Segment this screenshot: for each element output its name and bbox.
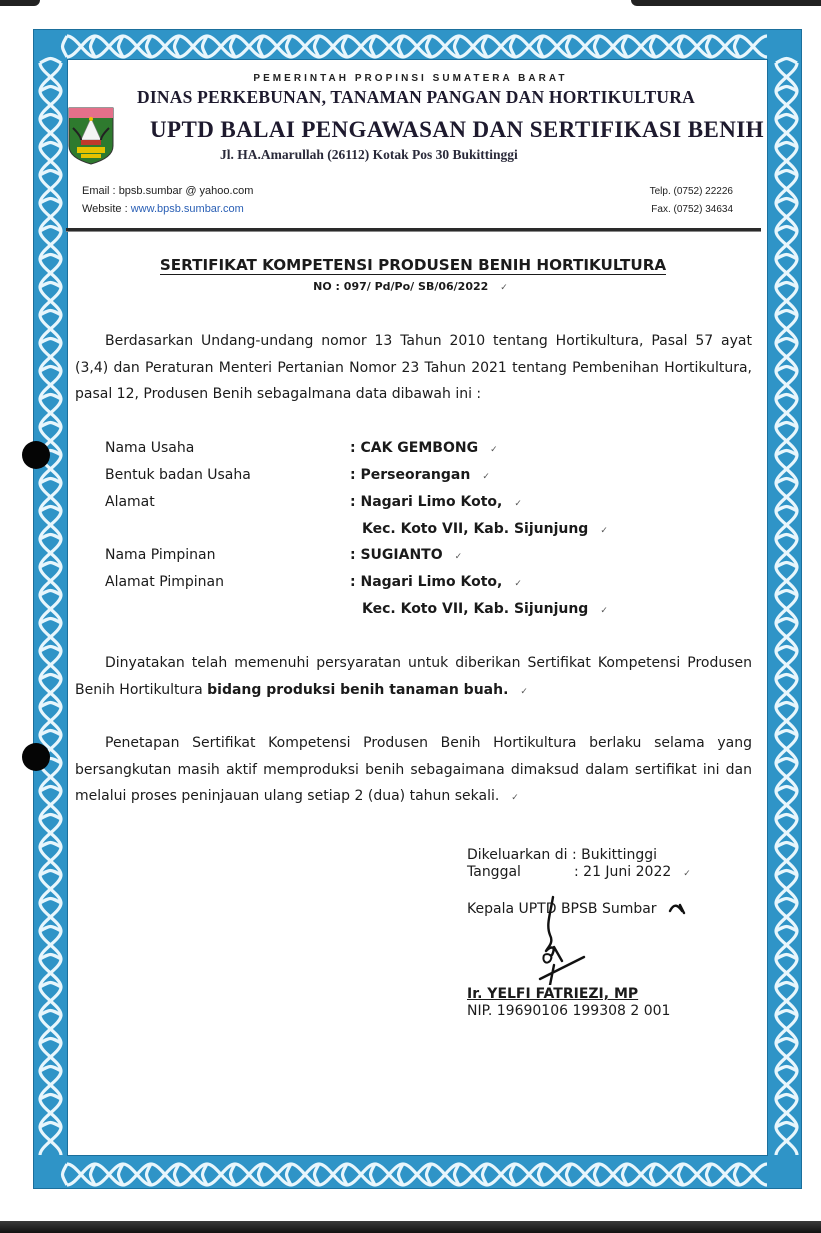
email-address[interactable]: bpsb.sumbar @ yahoo.com: [118, 185, 254, 197]
declaration-text: Dinyatakan telah memenuhi persyaratan untuk diberikan Sertifikat Kompetensi Produsen Benih Hortikultura: [75, 655, 752, 698]
certificate-number-text: NO : 097/ Pd/Po/ SB/06/2022: [313, 280, 489, 293]
letterhead-address: Jl. HA.Amarullah (26112) Kotak Pos 30 Bukittinggi: [220, 147, 518, 162]
knot-segment: [735, 1164, 768, 1185]
fax-number: Fax. (0752) 34634: [651, 204, 733, 215]
field-value-continuation: [362, 521, 608, 537]
field-value: [350, 574, 522, 590]
field-label: Bentuk badan Usaha: [105, 467, 251, 483]
field-value-text: : CAK GEMBONG: [350, 440, 479, 456]
contact-left: [82, 182, 253, 218]
website-line: [82, 200, 253, 218]
declaration-paragraph: [75, 650, 752, 705]
signatory-name: [467, 986, 638, 1002]
email-label: Email :: [82, 185, 119, 197]
validity-paragraph: [75, 730, 752, 812]
government-heading: PEMERINTAH PROPINSI SUMATERA BARAT: [253, 72, 568, 84]
issue-place-row: [467, 847, 657, 863]
knot-segment: [40, 1123, 61, 1156]
department-heading: DINAS PERKEBUNAN, TANAMAN PANGAN DAN HORTIKULTURA: [137, 87, 695, 107]
field-value: [350, 547, 462, 563]
website-link[interactable]: www.bpsb.sumbar.com: [130, 203, 244, 215]
email-line: [82, 182, 253, 200]
field-value: [350, 440, 498, 456]
scan-edge: [0, 0, 40, 6]
field-value-text: Kec. Koto VII, Kab. Sijunjung: [362, 521, 589, 537]
knot-segment: [776, 1123, 797, 1156]
check-mark-icon: ✓: [511, 793, 519, 803]
check-mark-icon: ✓: [482, 472, 490, 482]
scan-edge: [0, 1221, 821, 1233]
intro-text: Berdasarkan Undang-undang nomor 13 Tahun 2010 tentang Hortikultura, Pasal 57 ayat (3,4) dan Peraturan Menteri Pertanian Nomor 23 Tahun 2021 tentang Pembenihan Hortikultura, pasal 12, Produsen Benih sebagalmana data dibawah ini :: [75, 333, 752, 402]
field-value-text: Kec. Koto VII, Kab. Sijunjung: [362, 601, 589, 617]
signatory-nip: NIP. 19690106 199308 2 001: [467, 1003, 671, 1019]
check-mark-icon: ✓: [454, 552, 463, 562]
unit-heading: UPTD BALAI PENGAWASAN DAN SERTIFIKASI BENIH: [150, 117, 764, 142]
check-mark-icon: ✓: [500, 283, 508, 293]
issue-date-value: : 21 Juni 2022: [574, 864, 672, 880]
provincial-emblem-icon: [67, 106, 115, 166]
check-mark-icon: ✓: [514, 579, 522, 589]
signatory-position: Kepala UPTD BPSB Sumbar: [467, 901, 657, 917]
letterhead-divider: [66, 228, 761, 232]
field-value-continuation: [362, 601, 608, 617]
field-label: Alamat: [105, 494, 155, 510]
field-value-text: : Perseorangan: [350, 467, 471, 483]
issue-date-row: [467, 864, 691, 880]
check-mark-icon: ✓: [490, 445, 498, 455]
validity-text: Penetapan Sertifikat Kompetensi Produsen Benih Hortikultura berlaku selama yang bersangkutan masih aktif memproduksi benih sebagaimana dimaksud dalam sertifikat ini dan melalui proses peninjauan ulang setiap 2 (dua) tahun sekali.: [75, 735, 752, 804]
declaration-field: bidang produksi benih tanaman buah.: [207, 681, 509, 698]
phone-number: Telp. (0752) 22226: [649, 186, 733, 197]
field-value-text: : Nagari Limo Koto,: [350, 574, 503, 590]
handwritten-signature-icon: [520, 895, 700, 985]
issue-place-label: Dikeluarkan di: [467, 847, 568, 863]
check-mark-icon: ✓: [600, 526, 608, 536]
punch-hole: [22, 743, 50, 771]
check-mark-icon: ✓: [600, 606, 608, 616]
knot-segment: [735, 36, 768, 57]
signatory-name-text: Ir. YELFI FATRIEZI, MP: [467, 986, 639, 1002]
issue-date-label: Tanggal: [467, 864, 521, 880]
punch-hole: [22, 441, 50, 469]
field-label: Alamat Pimpinan: [105, 574, 224, 590]
check-mark-icon: ✓: [514, 499, 522, 509]
check-mark-icon: ✓: [520, 686, 528, 697]
certificate-title: [0, 256, 821, 274]
intro-paragraph: [75, 328, 752, 408]
issue-place-value: : Bukittinggi: [571, 847, 658, 863]
field-value: [350, 494, 522, 510]
field-value-text: : SUGIANTO: [350, 547, 443, 563]
field-label: Nama Pimpinan: [105, 547, 216, 563]
field-label: Nama Usaha: [105, 440, 195, 456]
certificate-title-text: SERTIFIKAT KOMPETENSI PRODUSEN BENIH HORTIKULTURA: [159, 256, 667, 274]
contact-right: [650, 183, 733, 219]
field-value-text: : Nagari Limo Koto,: [350, 494, 503, 510]
website-label: Website :: [82, 203, 131, 215]
check-mark-icon: ✓: [683, 869, 691, 879]
certificate-number: [0, 280, 821, 293]
field-value: [350, 467, 490, 483]
scan-edge: [631, 0, 821, 6]
